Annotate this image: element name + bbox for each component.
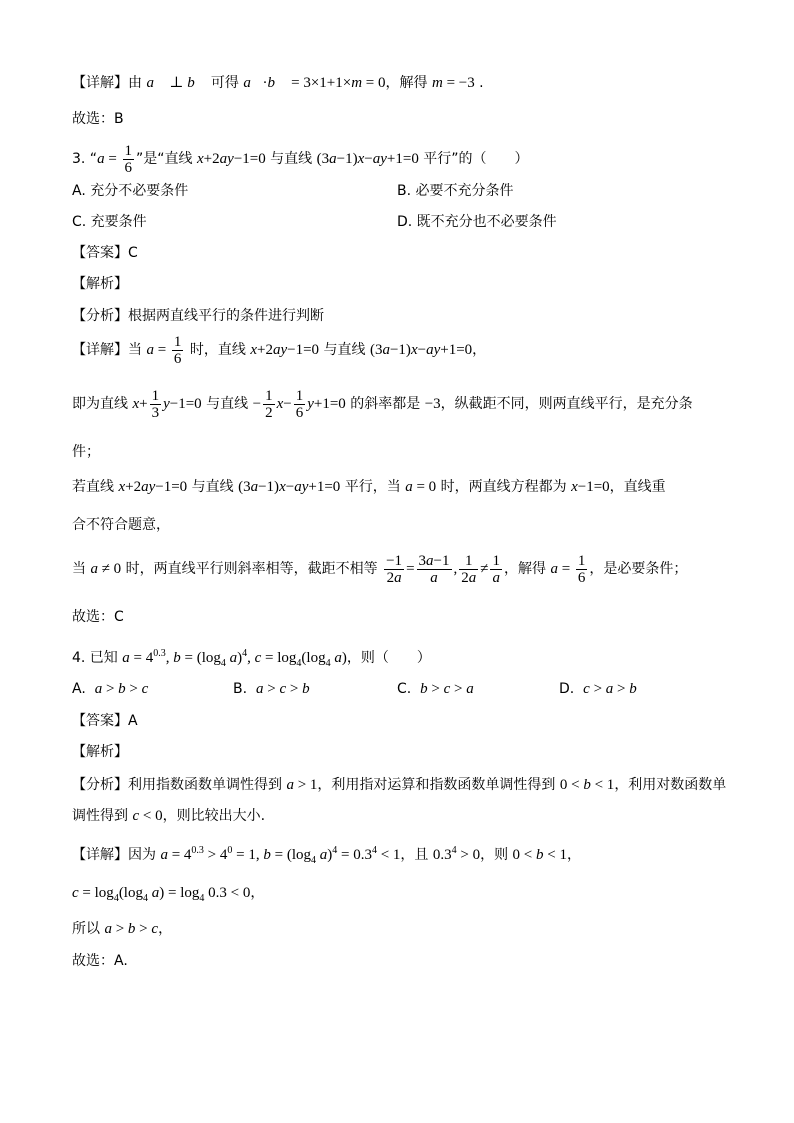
q4-analysis-heading: 【解析】 [72, 744, 128, 760]
detail-line-q2: 【详解】由 a⃗ ⊥ b⃗ 可得 a⃗·b⃗ = 3×1+1×m = 0，解得 m = −3 . [72, 75, 484, 91]
q4-select: 故选：A. [72, 953, 128, 969]
q4-detail-1: 【详解】因为 $a = 4^{0.3} > 4^0 = 1$, $b = (\log_4$ $a)^4 = 0.3^4 < 1$，且 $0.3^4 > 0$，则 0 < b < 1， [72, 845, 581, 866]
q4-detail-2: $c = \log_4(\log_4$ $a) = \log_4 0.3 < 0$， [72, 885, 265, 904]
q3-option-b: B. 必要不充分条件 [397, 183, 514, 199]
q4-option-b: B. a > c > b [233, 681, 310, 697]
question-3-stem: 3. “a = $\frac{1}{6}$ ”是“直线 x+2ay−1=0 与直线 (3a−1)x−ay+1=0 平行”的（ ） [72, 142, 529, 176]
q4-analysis-2: 调性得到 c < 0，则比较出大小. [72, 808, 266, 824]
q4-option-d: D. c > a > b [559, 681, 637, 697]
q4-option-c: C. b > c > a [397, 681, 474, 697]
q3-answer: 【答案】C [72, 245, 138, 261]
q3-option-d: D. 既不充分也不必要条件 [397, 214, 557, 230]
q3-detail-4: 若直线 x+2ay−1=0 与直线 (3a−1)x−ay+1=0 平行，当 a = 0 时，两直线方程都为 x−1=0，直线重 [72, 479, 666, 495]
q3-detail-1: 【详解】当 a = $\frac{1}{6}$ 时，直线 x+2ay−1=0 与直线 (3a−1)x−ay+1=0， [72, 333, 487, 367]
select-line-q2: 故选：B [72, 111, 124, 127]
q4-answer: 【答案】A [72, 713, 138, 729]
q3-detail-5: 合不符合题意， [72, 517, 170, 533]
q3-analysis: 【分析】根据两直线平行的条件进行判断 [72, 308, 324, 324]
q3-detail-2: 即为直线 x+ $\frac{1}{3}$ y−1=0 与直线 − $\frac{1}{2}$ x− $\frac{1}{6}$ y+1=0 的斜率都是 −3，纵截距不同，则两直线平行，是充分条 [72, 387, 693, 421]
q3-option-a: A. 充分不必要条件 [72, 183, 189, 199]
q3-analysis-heading: 【解析】 [72, 276, 128, 292]
q3-detail-6: 当 a ≠ 0 时，两直线平行则斜率相等，截距不相等 $\frac{-1}{2a}$ = $\frac{3a-1}{a}$ , $\frac{1}{2a}$ ≠ $\frac{1}{a}$ ，解得 a = $\frac{1}{6}$ ，是必要条件； [72, 552, 688, 586]
q3-select: 故选：C [72, 609, 124, 625]
q3-detail-3: 件； [72, 444, 100, 460]
question-4-stem: 4. 已知 $a = 4^{0.3}$, $b = (\log_4$ a)$^4$, $c = \log_4(\log_4$ a)，则（ ） [72, 648, 431, 669]
q3-option-c: C. 充要条件 [72, 214, 147, 230]
q4-analysis-1: 【分析】利用指数函数单调性得到 a > 1，利用指对运算和指数函数单调性得到 0 < b < 1，利用对数函数单 [72, 777, 727, 793]
q4-option-a: A. a > b > c [72, 681, 149, 697]
q4-detail-3: 所以 a > b > c， [72, 921, 173, 937]
